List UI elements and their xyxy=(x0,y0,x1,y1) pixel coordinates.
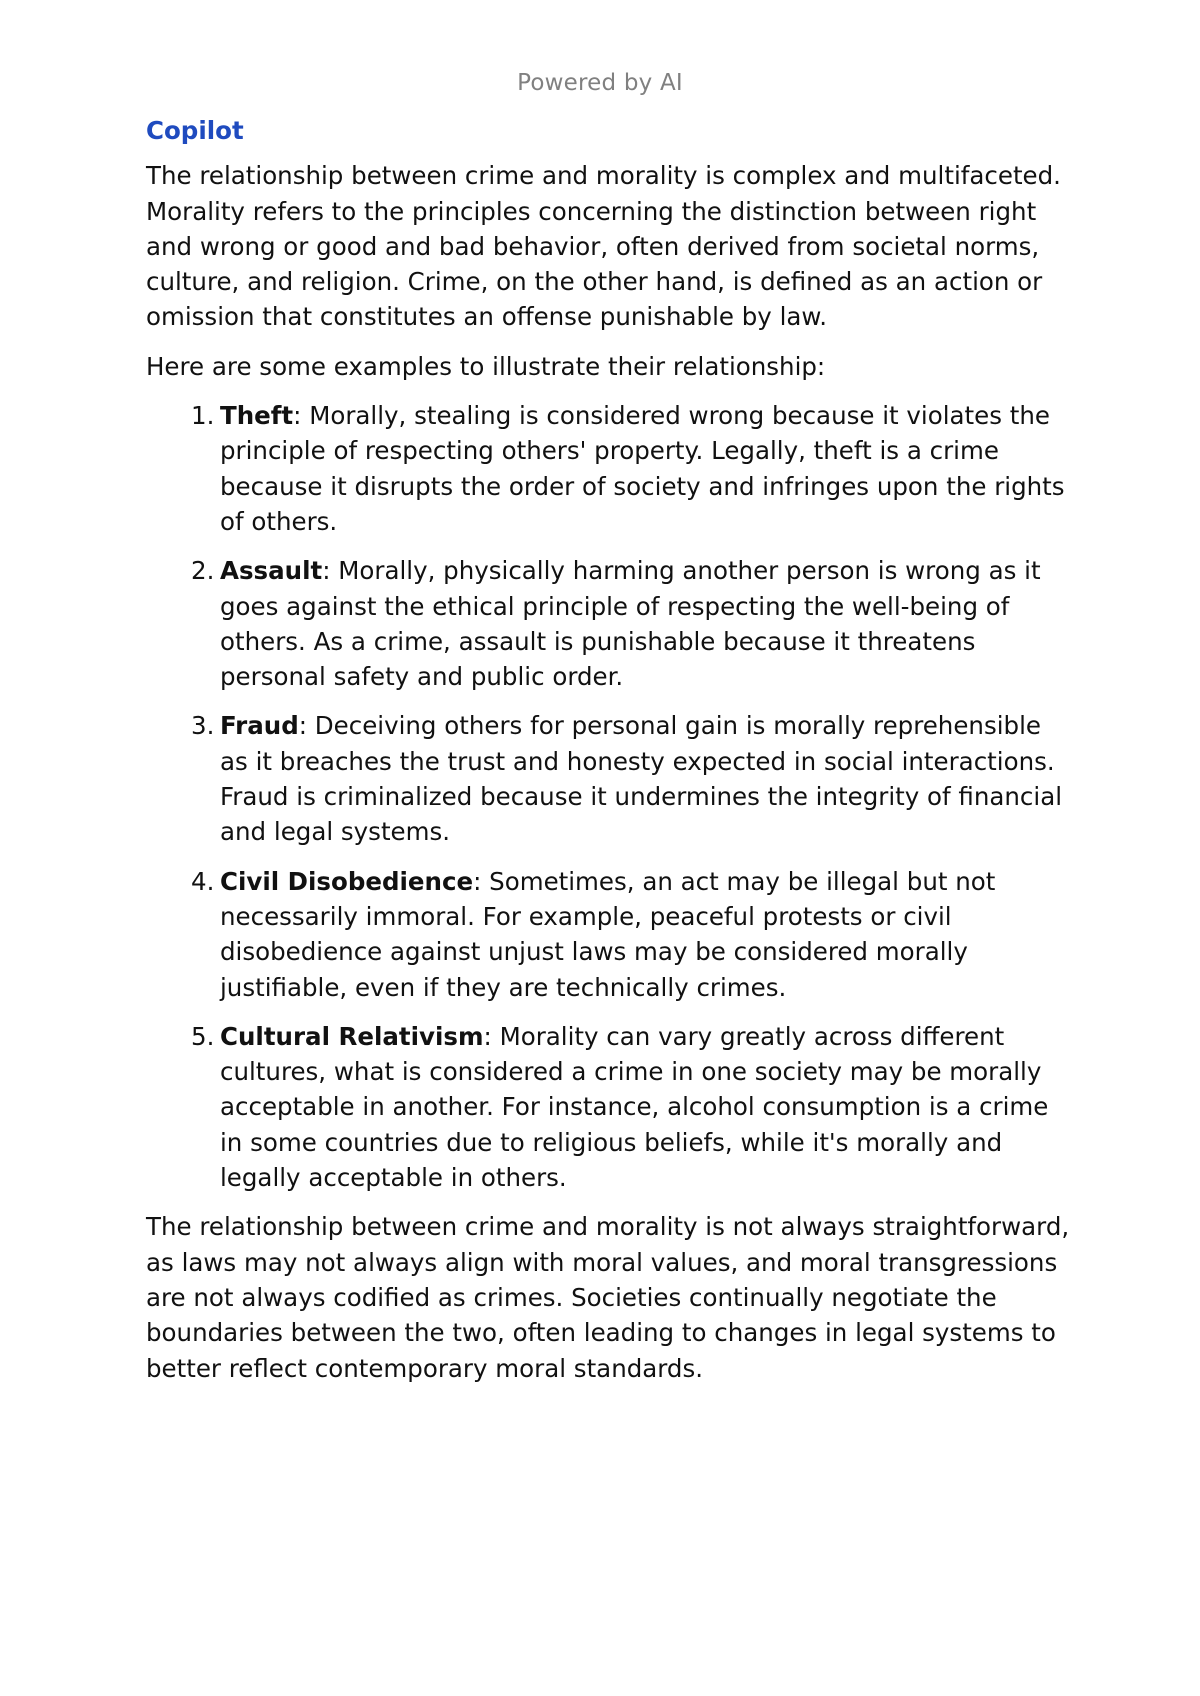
list-item-text: : Morally, stealing is considered wrong because it violates the principle of respecting others' property. Legally, theft is a crime because it disrupts the order of society and infringes upon the rights of others. xyxy=(220,401,1065,536)
intro-paragraph: The relationship between crime and morality is complex and multifaceted. Morality refers to the principles concerning the distinction between right and wrong or good and bad behavior, often derived from societal norms, culture, and religion. Crime, on the other hand, is defined as an action or omission that constitutes an offense punishable by law. xyxy=(146,161,1061,332)
list-item-number: 4. xyxy=(191,866,215,896)
examples-list xyxy=(146,398,1076,1195)
list-item-term: Cultural Relativism xyxy=(220,1021,484,1051)
list-item-text: : Sometimes, an act may be illegal but not necessarily immoral. For example, peaceful protests or civil disobedience against unjust laws may be considered morally justifiable, even if they are technically crimes. xyxy=(220,866,996,1002)
list-item-number: 2. xyxy=(191,556,215,586)
list-item-number: 5. xyxy=(191,1021,215,1051)
list-item-number: 1. xyxy=(191,401,215,431)
list-item xyxy=(146,864,1076,1005)
list-item xyxy=(146,708,1076,849)
list-item xyxy=(146,553,1076,694)
list-item-term: Fraud xyxy=(220,711,299,741)
list-item-term: Theft xyxy=(220,401,294,431)
list-item-term: Civil Disobedience xyxy=(220,866,474,896)
list-item-text: : Deceiving others for personal gain is morally reprehensible as it breaches the trust and honesty expected in social interactions. Fraud is criminalized because it undermines the integrity of financial and legal systems. xyxy=(220,711,1063,847)
list-item-text: : Morally, physically harming another person is wrong as it goes against the ethical principle of respecting the well-being of others. As a crime, assault is punishable because it threatens personal safety and public order. xyxy=(220,556,1041,692)
list-item-text: : Morality can vary greatly across different cultures, what is considered a crime in one society may be morally acceptable in another. For instance, alcohol consumption is a crime in some countries due to religious beliefs, while it's morally and legally acceptable in others. xyxy=(220,1021,1049,1193)
conclusion-paragraph: The relationship between crime and morality is not always straightforward, as laws may not always align with moral values, and moral transgressions are not always codified as crimes. Societies continually negotiate the boundaries between the two, often leading to changes in legal systems to better reflect contemporary moral standards. xyxy=(146,1212,1070,1383)
document-body xyxy=(146,113,1076,1400)
powered-by-header: Powered by AI xyxy=(517,70,683,96)
examples-lead-in: Here are some examples to illustrate their relationship: xyxy=(146,351,826,381)
list-item xyxy=(146,398,1076,539)
copilot-title: Copilot xyxy=(146,116,244,145)
list-item xyxy=(146,1019,1076,1195)
list-item-term: Assault xyxy=(220,556,323,586)
list-item-number: 3. xyxy=(191,711,215,741)
